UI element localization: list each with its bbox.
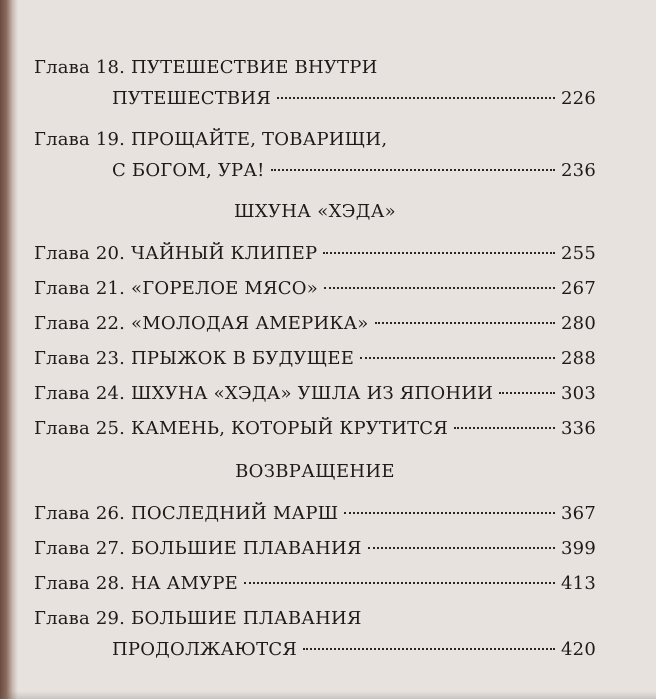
chapter-title: «МОЛОДАЯ АМЕРИКА» xyxy=(131,313,369,334)
toc-entry-20 xyxy=(34,238,596,269)
chapter-number: Глава 24. xyxy=(34,383,126,404)
chapter-title: ШХУНА «ХЭДА» УШЛА ИЗ ЯПОНИИ xyxy=(131,383,494,404)
chapter-number: Глава 22. xyxy=(34,313,126,334)
page-number: 236 xyxy=(561,160,596,181)
page-number: 420 xyxy=(561,639,596,660)
chapter-number: Глава 25. xyxy=(34,418,126,439)
toc-entry-21 xyxy=(34,273,596,304)
chapter-title-line1: ПУТЕШЕСТВИЕ ВНУТРИ xyxy=(131,57,378,78)
page-number: 255 xyxy=(561,243,596,264)
dot-leader xyxy=(277,97,555,99)
book-spine-shadow xyxy=(0,0,18,699)
chapter-number: Глава 28. xyxy=(34,573,126,594)
dot-leader xyxy=(324,287,555,289)
chapter-title: БОЛЬШИЕ ПЛАВАНИЯ xyxy=(131,538,362,559)
chapter-number: Глава 21. xyxy=(34,278,126,299)
toc-entry-22 xyxy=(34,308,596,339)
chapter-number: Глава 23. xyxy=(34,348,126,369)
chapter-number: Глава 26. xyxy=(34,503,126,524)
page-number: 367 xyxy=(561,503,596,524)
toc-entry-27 xyxy=(34,533,596,564)
dot-leader xyxy=(375,322,556,324)
chapter-number: Глава 29. xyxy=(34,608,126,629)
chapter-title: ЧАЙНЫЙ КЛИПЕР xyxy=(131,243,318,264)
chapter-number: Глава 18. xyxy=(34,57,126,78)
chapter-title-line2: С БОГОМ, УРА! xyxy=(112,160,265,181)
chapter-number: Глава 20. xyxy=(34,243,126,264)
section-heading-vozvrashchenie: ВОЗВРАЩЕНИЕ xyxy=(235,461,395,482)
page-number: 288 xyxy=(561,348,596,369)
dot-leader xyxy=(244,582,555,584)
toc-entry-23 xyxy=(34,343,596,374)
chapter-title: КАМЕНЬ, КОТОРЫЙ КРУТИТСЯ xyxy=(131,418,448,439)
toc-entry-29 xyxy=(34,603,596,665)
page-number: 399 xyxy=(561,538,596,559)
page-number: 303 xyxy=(561,383,596,404)
toc-entry-26 xyxy=(34,498,596,529)
chapter-number: Глава 19. xyxy=(34,129,126,150)
dot-leader xyxy=(360,357,555,359)
chapter-number: Глава 27. xyxy=(34,538,126,559)
chapter-title: ПРЫЖОК В БУДУЩЕЕ xyxy=(131,348,355,369)
page-number: 267 xyxy=(561,278,596,299)
chapter-title-line1: ПРОЩАЙТЕ, ТОВАРИЩИ, xyxy=(131,129,388,150)
page-bottom-shadow xyxy=(0,691,656,699)
dot-leader xyxy=(344,512,555,514)
page-number: 336 xyxy=(561,418,596,439)
toc-entry-28 xyxy=(34,568,596,599)
dot-leader xyxy=(303,648,555,650)
page-number: 413 xyxy=(561,573,596,594)
chapter-title: ПОСЛЕДНИЙ МАРШ xyxy=(131,503,339,524)
dot-leader xyxy=(368,547,555,549)
chapter-title-line2: ПРОДОЛЖАЮТСЯ xyxy=(112,639,298,660)
chapter-title: НА АМУРЕ xyxy=(131,573,239,594)
chapter-title-line2: ПУТЕШЕСТВИЯ xyxy=(112,88,271,109)
dot-leader xyxy=(499,392,555,394)
toc-entry-25 xyxy=(34,413,596,444)
chapter-title-line1: БОЛЬШИЕ ПЛАВАНИЯ xyxy=(131,608,362,629)
toc-entry-19 xyxy=(34,124,596,186)
chapter-title: «ГОРЕЛОЕ МЯСО» xyxy=(131,278,318,299)
toc-entry-18 xyxy=(34,52,596,114)
section-heading-shkhuna-kheda: ШХУНА «ХЭДА» xyxy=(234,201,396,222)
dot-leader xyxy=(271,169,555,171)
page-number: 226 xyxy=(561,88,596,109)
dot-leader xyxy=(323,252,555,254)
toc-entry-24 xyxy=(34,378,596,409)
dot-leader xyxy=(454,427,555,429)
table-of-contents xyxy=(34,52,596,665)
page-number: 280 xyxy=(561,313,596,334)
